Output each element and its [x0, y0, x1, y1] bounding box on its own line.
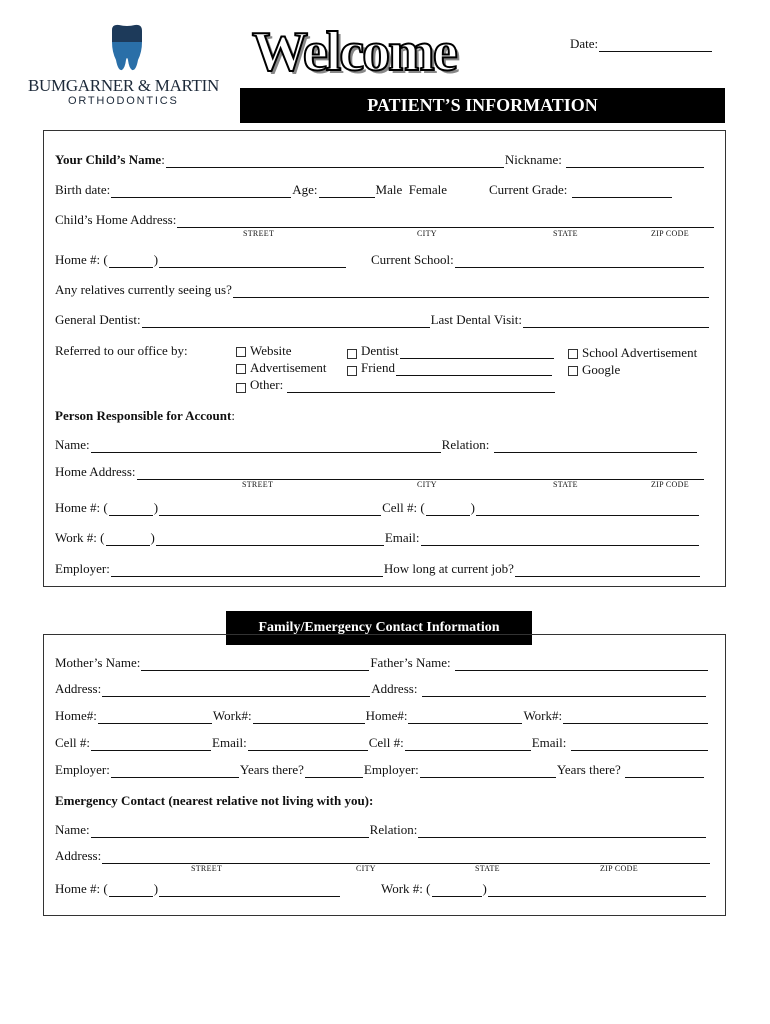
patient-info-bar: PATIENT’S INFORMATION [240, 88, 725, 123]
city-caption: CITY [417, 480, 437, 489]
checkbox-icon[interactable] [236, 364, 246, 374]
relation-input[interactable] [494, 440, 697, 453]
email-input[interactable] [421, 533, 699, 546]
father-cell-input[interactable] [405, 738, 531, 751]
male-option[interactable]: Male [375, 182, 403, 197]
employer-input[interactable] [111, 564, 383, 577]
how-long-input[interactable] [515, 564, 700, 577]
mother-cell-input[interactable] [91, 738, 211, 751]
father-employer-input[interactable] [420, 765, 556, 778]
checkbox-icon[interactable] [236, 347, 246, 357]
emergency-home-row: Home #: ( ) [55, 881, 341, 897]
mother-address-input[interactable] [102, 684, 370, 697]
relatives-input[interactable] [233, 285, 709, 298]
date-input[interactable] [599, 39, 712, 52]
ref-friend: Friend [347, 360, 553, 376]
mother-years-input[interactable] [305, 765, 363, 778]
responsible-address-row: Home Address: [55, 464, 705, 480]
emergency-relation-input[interactable] [418, 825, 706, 838]
parents-address-row: Address: Address: [55, 681, 707, 697]
child-address-input[interactable] [177, 215, 714, 228]
ref-other-input[interactable] [287, 380, 555, 393]
zip-caption: ZIP CODE [651, 229, 689, 238]
street-caption: STREET [242, 480, 274, 489]
zip-caption: ZIP CODE [600, 864, 638, 873]
ref-dentist-input[interactable] [400, 346, 554, 359]
tooth-icon [108, 24, 146, 72]
emergency-home-input[interactable] [159, 884, 340, 897]
welcome-title: Welcome [252, 21, 456, 83]
father-email-input[interactable] [571, 738, 708, 751]
child-name-input[interactable] [166, 155, 504, 168]
ref-website[interactable]: Website [236, 343, 292, 359]
emergency-name-input[interactable] [91, 825, 369, 838]
responsible-address-input[interactable] [137, 467, 704, 480]
birth-date-input[interactable] [111, 185, 291, 198]
checkbox-icon[interactable] [347, 349, 357, 359]
mother-name-input[interactable] [141, 658, 369, 671]
emergency-heading: Emergency Contact (nearest relative not living with you): [55, 793, 374, 808]
child-home-phone-input[interactable] [159, 255, 346, 268]
parents-name-row: Mother’s Name: Father’s Name: [55, 655, 709, 671]
responsible-name-input[interactable] [91, 440, 441, 453]
emergency-work-area-input[interactable] [432, 884, 482, 897]
relatives-row: Any relatives currently seeing us? [55, 282, 710, 298]
logo-subtitle: ORTHODONTICS [68, 95, 179, 107]
street-caption: STREET [243, 229, 275, 238]
mother-work-input[interactable] [253, 711, 365, 724]
responsible-home-input[interactable] [159, 503, 381, 516]
dentist-row: General Dentist: Last Dental Visit: [55, 312, 710, 328]
checkbox-icon[interactable] [347, 366, 357, 376]
school-row: Current School: [371, 252, 705, 268]
ref-advertisement[interactable]: Advertisement [236, 360, 327, 376]
family-info-bar: Family/Emergency Contact Information [226, 611, 532, 645]
parents-cell-row: Cell #: Email: Cell #: Email: [55, 735, 709, 751]
emergency-home-area-input[interactable] [109, 884, 153, 897]
responsible-name-row: Name: Relation: [55, 437, 698, 453]
female-option[interactable]: Female [408, 182, 448, 197]
city-caption: CITY [417, 229, 437, 238]
logo-company: BUMGARNER & MARTIN [28, 76, 219, 95]
father-address-input[interactable] [422, 684, 706, 697]
birth-row: Birth date: Age: Male Female Current Grade: [55, 182, 705, 198]
school-input[interactable] [455, 255, 704, 268]
home-area-input[interactable] [109, 503, 153, 516]
ref-friend-input[interactable] [396, 363, 552, 376]
father-home-input[interactable] [408, 711, 522, 724]
state-caption: STATE [553, 229, 578, 238]
dentist-input[interactable] [142, 315, 430, 328]
nickname-input[interactable] [566, 155, 704, 168]
street-caption: STREET [191, 864, 223, 873]
responsible-work-row: Work #: ( ) Email: [55, 530, 700, 546]
emergency-address-row: Address: [55, 848, 711, 864]
father-name-input[interactable] [455, 658, 708, 671]
child-address-row: Child’s Home Address: [55, 212, 715, 228]
parents-phone-row: Home#: Work#: Home#: Work#: [55, 708, 709, 724]
mother-email-input[interactable] [248, 738, 368, 751]
work-area-input[interactable] [106, 533, 150, 546]
referred-label: Referred to our office by: [55, 343, 188, 358]
ref-google[interactable]: Google [568, 362, 620, 378]
responsible-phone-row: Home #: ( ) Cell #: ( ) [55, 500, 700, 516]
cell-area-input[interactable] [426, 503, 470, 516]
logo [28, 22, 228, 112]
parents-employer-row: Employer: Years there? Employer: Years there? [55, 762, 705, 778]
zip-caption: ZIP CODE [651, 480, 689, 489]
father-work-input[interactable] [563, 711, 708, 724]
area-code-input[interactable] [109, 255, 153, 268]
date-field: Date: [570, 36, 713, 52]
ref-dentist: Dentist [347, 343, 555, 359]
responsible-heading: Person Responsible for Account: [55, 408, 235, 423]
ref-school-ad[interactable]: School Advertisement [568, 345, 697, 361]
checkbox-icon[interactable] [568, 349, 578, 359]
age-input[interactable] [319, 185, 375, 198]
emergency-name-row: Name: Relation: [55, 822, 707, 838]
emergency-work-row: Work #: ( ) [381, 881, 707, 897]
cell-input[interactable] [476, 503, 699, 516]
ref-other: Other: [236, 377, 556, 393]
mother-employer-input[interactable] [111, 765, 239, 778]
state-caption: STATE [553, 480, 578, 489]
checkbox-icon[interactable] [236, 383, 246, 393]
employer-row: Employer: How long at current job? [55, 561, 701, 577]
city-caption: CITY [356, 864, 376, 873]
checkbox-icon[interactable] [568, 366, 578, 376]
father-years-input[interactable] [625, 765, 704, 778]
child-name-row: Your Child’s Name : Nickname: [55, 152, 705, 168]
grade-input[interactable] [572, 185, 672, 198]
state-caption: STATE [475, 864, 500, 873]
child-home-phone-row: Home #: ( ) [55, 252, 347, 268]
emergency-address-input[interactable] [102, 851, 710, 864]
last-visit-input[interactable] [523, 315, 709, 328]
mother-home-input[interactable] [98, 711, 212, 724]
emergency-work-input[interactable] [488, 884, 706, 897]
work-input[interactable] [156, 533, 384, 546]
